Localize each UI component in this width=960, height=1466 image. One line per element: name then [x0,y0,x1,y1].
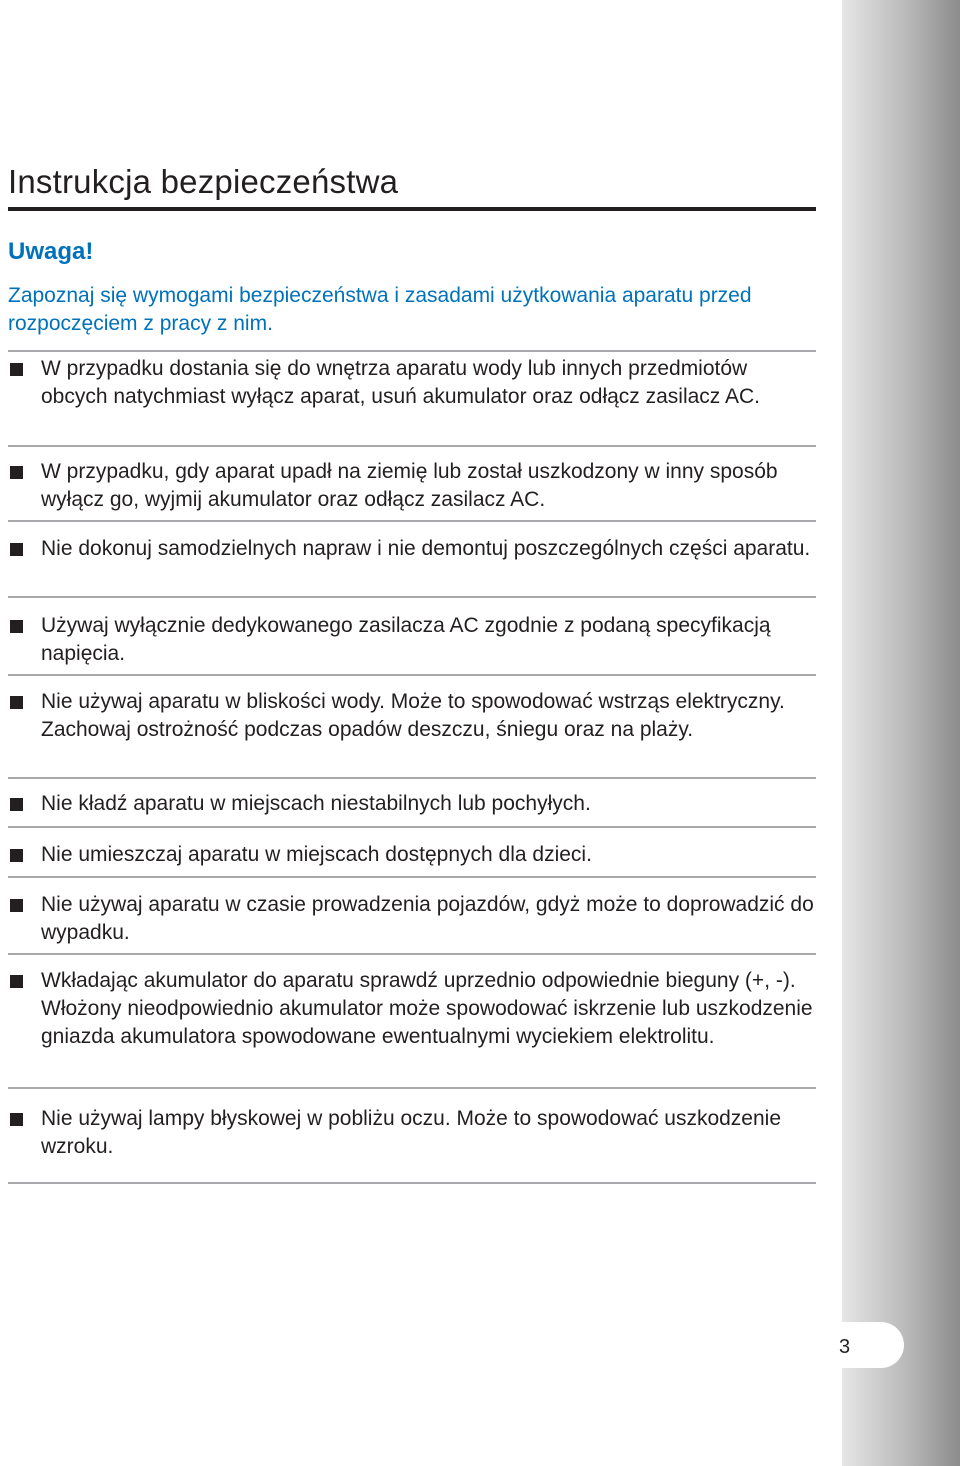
safety-item [8,688,816,744]
safety-item-text: Nie używaj aparatu w czasie prowadzenia pojazdów, gdyż może to doprowadzić do wypadku. [41,893,814,944]
square-bullet-icon [10,849,23,862]
square-bullet-icon [10,696,23,709]
safety-item [8,1105,816,1161]
square-bullet-icon [10,363,23,376]
page-number: 3 [839,1336,851,1358]
divider [8,953,816,955]
divider [8,350,816,352]
safety-item-text: Używaj wyłącznie dedykowanego zasilacza AC zgodnie z podaną specyfikacją napięcia. [41,614,771,665]
safety-item-text: Nie kładź aparatu w miejscach niestabilnych lub pochyłych. [41,792,591,815]
safety-item-text: Nie używaj aparatu w bliskości wody. Może to spowodować wstrząs elektryczny. Zachowaj ostrożność podczas opadów deszczu, śniegu oraz na plaży. [41,690,785,741]
safety-item-text: Nie dokonuj samodzielnych napraw i nie demontuj poszczególnych części aparatu. [41,537,811,560]
safety-item [8,355,816,411]
safety-item-text: Nie umieszczaj aparatu w miejscach dostępnych dla dzieci. [41,843,592,866]
safety-item [8,967,816,1051]
divider [8,876,816,878]
divider [8,777,816,779]
divider [8,596,816,598]
divider [8,445,816,447]
page-number-tab [810,1322,904,1368]
square-bullet-icon [10,899,23,912]
page-title: Instrukcja bezpieczeństwa [8,163,399,200]
square-bullet-icon [10,543,23,556]
square-bullet-icon [10,620,23,633]
divider [8,826,816,828]
safety-item [8,458,816,514]
safety-item [8,891,816,947]
safety-item-text: Wkładając akumulator do aparatu sprawdź uprzednio odpowiednie bieguny (+, -). Włożony nieodpowiednio akumulator może spowodować iskrzenie lub uszkodzenie gniazda akumulatora spowodowane ewentualnymi wyciekiem elektrolitu. [41,969,813,1048]
square-bullet-icon [10,798,23,811]
safety-item-text: Nie używaj lampy błyskowej w pobliżu oczu. Może to spowodować uszkodzenie wzroku. [41,1107,782,1158]
safety-item-text: W przypadku, gdy aparat upadł na ziemię lub został uszkodzony w inny sposób wyłącz go, wyjmij akumulator oraz odłącz zasilacz AC. [41,460,778,511]
divider [8,674,816,676]
safety-item-text: W przypadku dostania się do wnętrza aparatu wody lub innych przedmiotów obcych natychmiast wyłącz aparat, usuń akumulator oraz odłącz zasilacz AC. [41,357,760,408]
safety-item [8,790,816,818]
intro-paragraph: Zapoznaj się wymogami bezpieczeństwa i zasadami użytkowania aparatu przed rozpoczęciem z pracy z nim. [8,284,752,335]
square-bullet-icon [10,466,23,479]
divider [8,520,816,522]
side-margin-band [842,0,960,1466]
warning-heading: Uwaga! [8,238,94,265]
divider [8,1087,816,1089]
divider [8,1182,816,1184]
square-bullet-icon [10,1113,23,1126]
square-bullet-icon [10,975,23,988]
safety-item [8,535,816,563]
safety-item [8,841,816,869]
safety-item [8,612,816,668]
title-underline [8,207,816,211]
